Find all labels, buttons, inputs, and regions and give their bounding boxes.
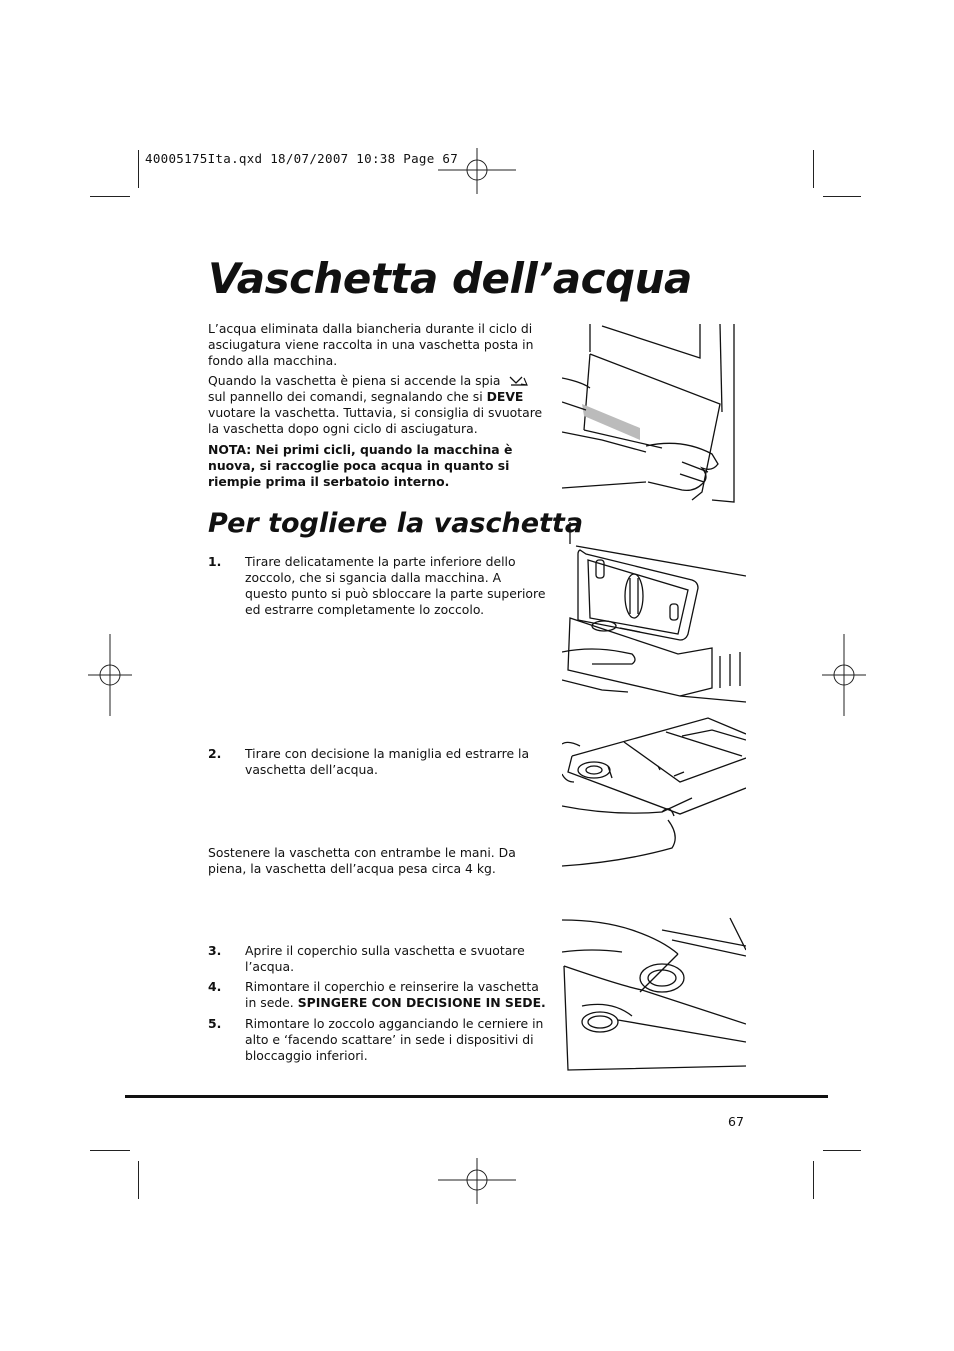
step-text: Rimontare lo zoccolo agganciando le cerniere in alto e ‘facendo scattare’ in sede i dispositivi di bloccaggio inferiori. [245,1016,544,1063]
step-number: 1. [208,554,222,569]
step-number: 3. [208,943,222,958]
nota-paragraph: NOTA: Nei primi cicli, quando la macchina è nuova, si raccoglie poca acqua in quanto si riempie prima il serbatoio interno. [208,442,513,489]
indicator-text-3: vuotare la vaschetta. Tuttavia, si consiglia di svuotare la vaschetta dopo ogni ciclo di asciugatura. [208,405,543,436]
step-number: 2. [208,746,222,761]
indicator-emphasis: DEVE [486,389,524,404]
illustration-tank-pull [562,716,746,870]
water-tank-indicator-icon [508,374,530,388]
registration-mark-icon [88,634,132,716]
registration-mark-icon [438,1158,516,1204]
support-note: Sostenere la vaschetta con entrambe le mani. Da piena, la vaschetta dell’acqua pesa circa 4 kg. [208,845,516,876]
step-text: Tirare delicatamente la parte inferiore dello zoccolo, che si sgancia dalla macchina. A questo punto si può sbloccare la parte superiore ed estrarre completamente lo zoccolo. [245,554,546,617]
page-title: Vaschetta dell’acqua [208,254,692,303]
illustration-tank-empty [562,916,746,1078]
indicator-text-2: sul pannello dei comandi, segnalando che si [208,389,483,404]
illustration-panel-open [562,520,746,704]
step-text: Tirare con decisione la maniglia ed estrarre la vaschetta dell’acqua. [245,746,530,777]
registration-mark-icon [438,148,516,194]
section-title: Per togliere la vaschetta [208,508,584,539]
step-text: Aprire il coperchio sulla vaschetta e svuotare l’acqua. [245,943,525,974]
step-text-emphasis: SPINGERE CON DECISIONE IN SEDE. [297,995,546,1010]
indicator-text-1: Quando la vaschetta è piena si accende la spia [208,373,501,388]
file-slug: 40005175Ita.qxd 18/07/2007 10:38 Page 67 [145,151,459,166]
indicator-paragraph [208,373,548,437]
registration-mark-icon [822,634,866,716]
page-number: 67 [728,1114,744,1129]
step-number: 4. [208,979,222,994]
illustration-kickplate [562,322,746,512]
step-text [245,979,547,1011]
step-text-main: Rimontare il coperchio e reinserire la vaschetta in sede. [245,979,539,1010]
step-number: 5. [208,1016,222,1031]
intro-paragraph: L’acqua eliminata dalla biancheria durante il ciclo di asciugatura viene raccolta in una vaschetta posta in fondo alla macchina. [208,321,534,368]
footer-rule [125,1095,828,1098]
